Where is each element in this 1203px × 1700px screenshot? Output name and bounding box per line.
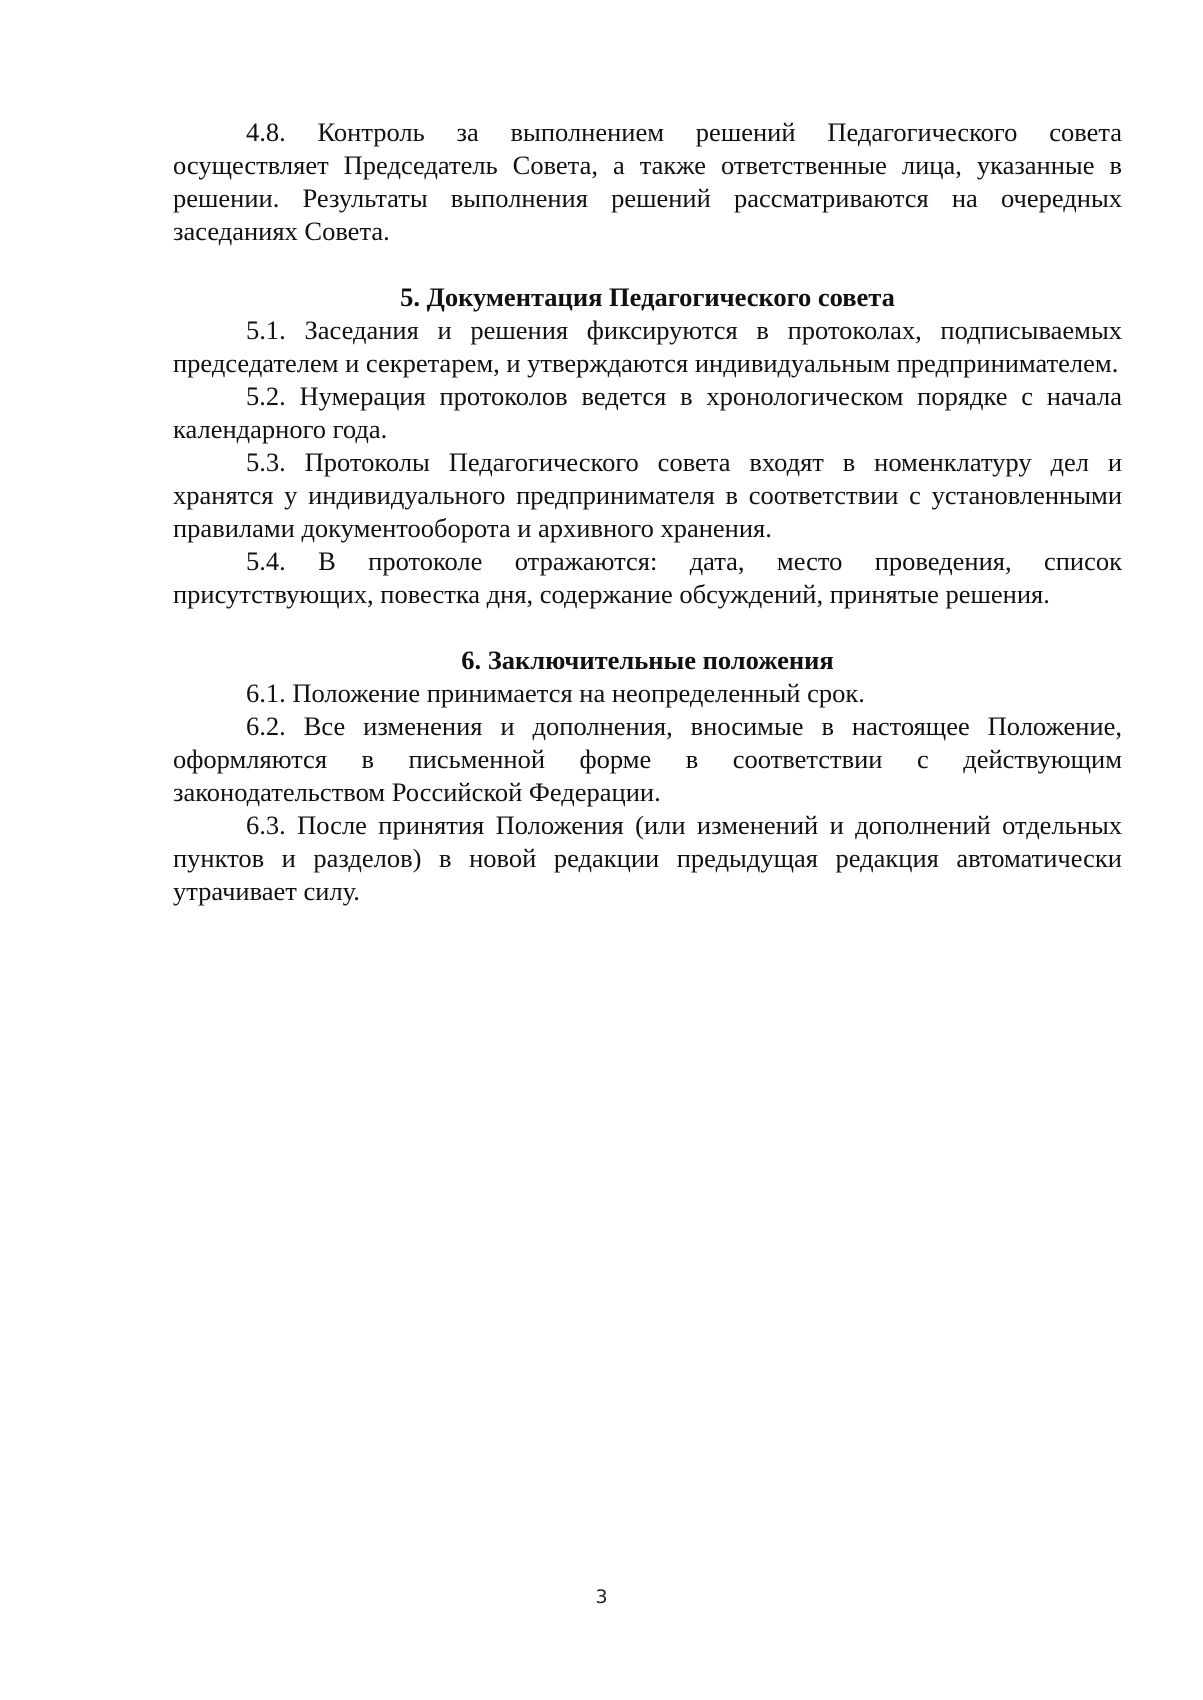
paragraph-5-2: 5.2. Нумерация протоколов ведется в хронологическом порядке с начала календарного года. (173, 381, 1122, 444)
paragraph-6-2: 6.2. Все изменения и дополнения, вносимые в настоящее Положение, оформляются в письменной форме в соответствии с действующим законодательством Российской Федерации. (173, 711, 1122, 807)
document-body (173, 116, 1122, 908)
page-number: 3 (595, 1586, 608, 1608)
section-heading: 6. Заключительные положения (461, 645, 834, 675)
section-6 (173, 644, 1122, 908)
paragraph-5-3: 5.3. Протоколы Педагогического совета входят в номенклатуру дел и хранятся у индивидуального предпринимателя в соответствии с установленными правилами документооборота и архивного хранения. (173, 447, 1122, 543)
paragraph-5-1: 5.1. Заседания и решения фиксируются в протоколах, подписываемых председателем и секретарем, и утверждаются индивидуальным предпринимателем. (173, 315, 1122, 378)
paragraph-4-8: 4.8. Контроль за выполнением решений Педагогического совета осуществляет Председатель Совета, а также ответственные лица, указанные в решении. Результаты выполнения решений рассматриваются на очередных заседаниях Совета. (173, 117, 1122, 246)
paragraph-6-1: 6.1. Положение принимается на неопределенный срок. (246, 678, 865, 708)
section-heading: 5. Документация Педагогического совета (400, 282, 895, 312)
section-5 (173, 281, 1122, 611)
paragraph-5-4: 5.4. В протоколе отражаются: дата, место проведения, список присутствующих, повестка дня, содержание обсуждений, принятые решения. (173, 546, 1122, 609)
paragraph-6-3: 6.3. После принятия Положения (или изменений и дополнений отдельных пунктов и разделов) в новой редакции предыдущая редакция автоматически утрачивает силу. (173, 810, 1122, 906)
